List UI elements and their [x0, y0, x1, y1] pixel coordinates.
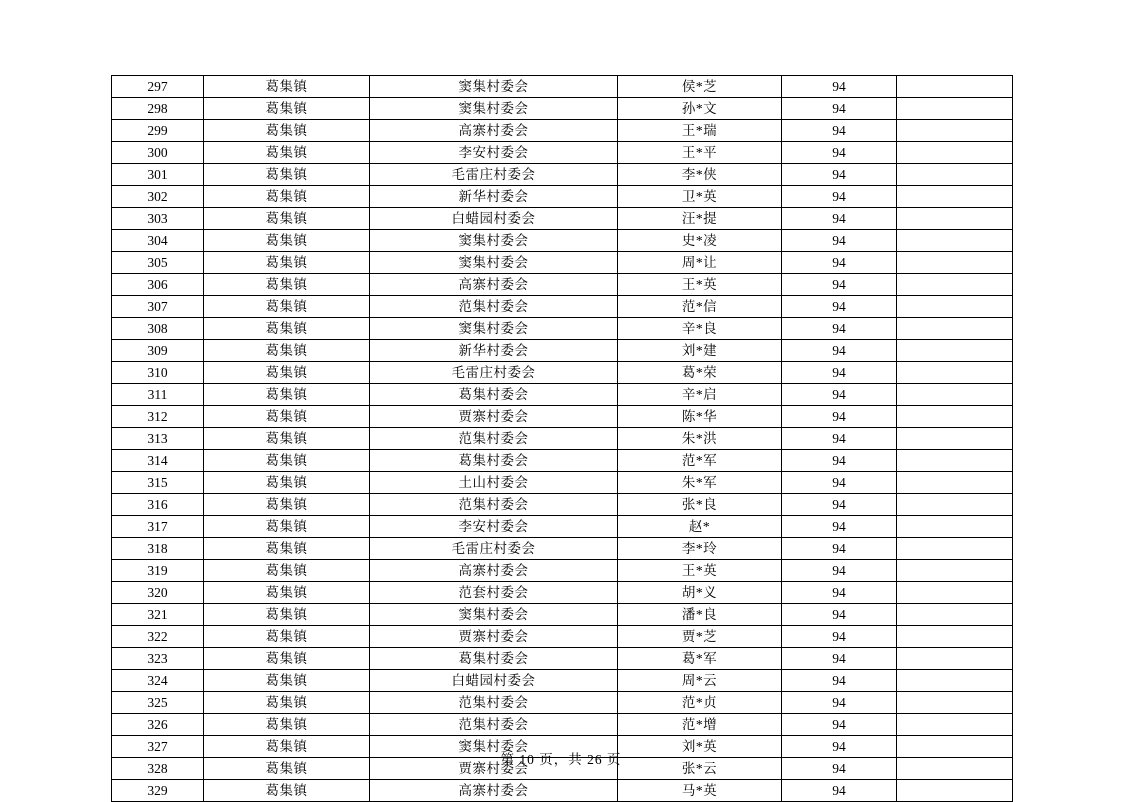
- cell-village: 贾寨村委会: [370, 626, 618, 648]
- cell-sequence: 302: [112, 186, 204, 208]
- cell-sequence: 325: [112, 692, 204, 714]
- cell-amount: 94: [782, 384, 897, 406]
- cell-name: 王*瑞: [618, 120, 782, 142]
- table-row: [112, 208, 1013, 230]
- cell-note: [897, 120, 1013, 142]
- cell-sequence: 313: [112, 428, 204, 450]
- cell-note: [897, 362, 1013, 384]
- cell-sequence: 299: [112, 120, 204, 142]
- cell-note: [897, 208, 1013, 230]
- cell-amount: 94: [782, 736, 897, 758]
- cell-sequence: 326: [112, 714, 204, 736]
- table-row: [112, 406, 1013, 428]
- table-row: [112, 76, 1013, 98]
- cell-sequence: 310: [112, 362, 204, 384]
- cell-amount: 94: [782, 626, 897, 648]
- table-row: [112, 560, 1013, 582]
- cell-village: 范集村委会: [370, 494, 618, 516]
- cell-name: 赵*: [618, 516, 782, 538]
- cell-amount: 94: [782, 98, 897, 120]
- cell-note: [897, 296, 1013, 318]
- cell-village: 范集村委会: [370, 714, 618, 736]
- cell-sequence: 322: [112, 626, 204, 648]
- data-table-container: [111, 75, 1012, 802]
- cell-township: 葛集镇: [204, 318, 370, 340]
- cell-amount: 94: [782, 516, 897, 538]
- cell-note: [897, 494, 1013, 516]
- cell-village: 窦集村委会: [370, 604, 618, 626]
- table-row: [112, 516, 1013, 538]
- cell-village: 高寨村委会: [370, 120, 618, 142]
- cell-note: [897, 670, 1013, 692]
- cell-name: 辛*启: [618, 384, 782, 406]
- table-row: [112, 714, 1013, 736]
- cell-township: 葛集镇: [204, 296, 370, 318]
- cell-amount: 94: [782, 648, 897, 670]
- cell-village: 毛雷庄村委会: [370, 164, 618, 186]
- cell-township: 葛集镇: [204, 230, 370, 252]
- cell-amount: 94: [782, 164, 897, 186]
- cell-township: 葛集镇: [204, 516, 370, 538]
- cell-amount: 94: [782, 714, 897, 736]
- cell-village: 范集村委会: [370, 692, 618, 714]
- cell-township: 葛集镇: [204, 340, 370, 362]
- cell-name: 张*云: [618, 758, 782, 780]
- table-row: [112, 296, 1013, 318]
- table-row: [112, 604, 1013, 626]
- cell-amount: 94: [782, 670, 897, 692]
- cell-village: 贾寨村委会: [370, 406, 618, 428]
- cell-village: 窦集村委会: [370, 76, 618, 98]
- cell-village: 葛集村委会: [370, 450, 618, 472]
- cell-township: 葛集镇: [204, 780, 370, 802]
- cell-sequence: 323: [112, 648, 204, 670]
- cell-name: 潘*良: [618, 604, 782, 626]
- table-row: [112, 120, 1013, 142]
- table-row: [112, 670, 1013, 692]
- cell-note: [897, 164, 1013, 186]
- cell-note: [897, 428, 1013, 450]
- cell-township: 葛集镇: [204, 670, 370, 692]
- cell-name: 周*云: [618, 670, 782, 692]
- cell-township: 葛集镇: [204, 120, 370, 142]
- cell-amount: 94: [782, 428, 897, 450]
- cell-name: 汪*提: [618, 208, 782, 230]
- cell-name: 辛*良: [618, 318, 782, 340]
- cell-township: 葛集镇: [204, 582, 370, 604]
- cell-township: 葛集镇: [204, 472, 370, 494]
- cell-township: 葛集镇: [204, 450, 370, 472]
- table-row: [112, 538, 1013, 560]
- cell-amount: 94: [782, 318, 897, 340]
- cell-village: 窦集村委会: [370, 252, 618, 274]
- cell-amount: 94: [782, 230, 897, 252]
- cell-sequence: 298: [112, 98, 204, 120]
- cell-amount: 94: [782, 450, 897, 472]
- cell-name: 朱*军: [618, 472, 782, 494]
- cell-note: [897, 604, 1013, 626]
- cell-sequence: 301: [112, 164, 204, 186]
- cell-township: 葛集镇: [204, 538, 370, 560]
- cell-village: 窦集村委会: [370, 98, 618, 120]
- cell-village: 范集村委会: [370, 296, 618, 318]
- cell-note: [897, 648, 1013, 670]
- cell-name: 胡*义: [618, 582, 782, 604]
- cell-township: 葛集镇: [204, 76, 370, 98]
- cell-township: 葛集镇: [204, 142, 370, 164]
- cell-note: [897, 692, 1013, 714]
- table-row: [112, 164, 1013, 186]
- cell-sequence: 315: [112, 472, 204, 494]
- cell-note: [897, 626, 1013, 648]
- cell-note: [897, 560, 1013, 582]
- cell-name: 刘*建: [618, 340, 782, 362]
- cell-name: 王*英: [618, 274, 782, 296]
- cell-note: [897, 142, 1013, 164]
- cell-sequence: 305: [112, 252, 204, 274]
- cell-amount: 94: [782, 692, 897, 714]
- cell-township: 葛集镇: [204, 494, 370, 516]
- cell-note: [897, 538, 1013, 560]
- cell-note: [897, 780, 1013, 802]
- cell-name: 贾*芝: [618, 626, 782, 648]
- cell-sequence: 316: [112, 494, 204, 516]
- cell-village: 窦集村委会: [370, 736, 618, 758]
- table-row: [112, 450, 1013, 472]
- cell-name: 范*信: [618, 296, 782, 318]
- cell-note: [897, 472, 1013, 494]
- cell-name: 葛*军: [618, 648, 782, 670]
- cell-note: [897, 252, 1013, 274]
- table-row: [112, 648, 1013, 670]
- cell-township: 葛集镇: [204, 714, 370, 736]
- page-number-text: 第 10 页，共 26 页: [500, 752, 622, 767]
- cell-township: 葛集镇: [204, 758, 370, 780]
- cell-sequence: 297: [112, 76, 204, 98]
- cell-name: 张*良: [618, 494, 782, 516]
- cell-amount: 94: [782, 538, 897, 560]
- cell-note: [897, 406, 1013, 428]
- cell-sequence: 314: [112, 450, 204, 472]
- table-body: [112, 76, 1013, 802]
- cell-note: [897, 516, 1013, 538]
- cell-sequence: 321: [112, 604, 204, 626]
- cell-village: 高寨村委会: [370, 274, 618, 296]
- cell-note: [897, 450, 1013, 472]
- table-row: [112, 186, 1013, 208]
- cell-amount: 94: [782, 406, 897, 428]
- cell-amount: 94: [782, 186, 897, 208]
- cell-township: 葛集镇: [204, 736, 370, 758]
- cell-amount: 94: [782, 362, 897, 384]
- cell-sequence: 306: [112, 274, 204, 296]
- cell-name: 范*贞: [618, 692, 782, 714]
- cell-note: [897, 98, 1013, 120]
- table-row: [112, 340, 1013, 362]
- cell-village: 葛集村委会: [370, 648, 618, 670]
- cell-name: 李*侠: [618, 164, 782, 186]
- cell-amount: 94: [782, 208, 897, 230]
- cell-name: 马*英: [618, 780, 782, 802]
- cell-note: [897, 186, 1013, 208]
- cell-name: 侯*芝: [618, 76, 782, 98]
- cell-sequence: 307: [112, 296, 204, 318]
- cell-village: 窦集村委会: [370, 230, 618, 252]
- cell-name: 朱*洪: [618, 428, 782, 450]
- cell-name: 王*平: [618, 142, 782, 164]
- cell-township: 葛集镇: [204, 384, 370, 406]
- cell-village: 高寨村委会: [370, 560, 618, 582]
- cell-sequence: 311: [112, 384, 204, 406]
- cell-note: [897, 318, 1013, 340]
- cell-township: 葛集镇: [204, 626, 370, 648]
- cell-name: 刘*英: [618, 736, 782, 758]
- cell-name: 李*玲: [618, 538, 782, 560]
- cell-village: 葛集村委会: [370, 384, 618, 406]
- cell-sequence: 327: [112, 736, 204, 758]
- table-row: [112, 362, 1013, 384]
- cell-sequence: 317: [112, 516, 204, 538]
- cell-township: 葛集镇: [204, 274, 370, 296]
- cell-amount: 94: [782, 472, 897, 494]
- cell-township: 葛集镇: [204, 164, 370, 186]
- cell-amount: 94: [782, 494, 897, 516]
- cell-sequence: 328: [112, 758, 204, 780]
- cell-name: 史*凌: [618, 230, 782, 252]
- cell-village: 新华村委会: [370, 186, 618, 208]
- cell-village: 李安村委会: [370, 516, 618, 538]
- cell-township: 葛集镇: [204, 560, 370, 582]
- cell-note: [897, 230, 1013, 252]
- cell-sequence: 308: [112, 318, 204, 340]
- table-row: [112, 230, 1013, 252]
- table-row: [112, 384, 1013, 406]
- cell-amount: 94: [782, 560, 897, 582]
- cell-name: 卫*英: [618, 186, 782, 208]
- cell-name: 陈*华: [618, 406, 782, 428]
- cell-village: 范集村委会: [370, 428, 618, 450]
- table-row: [112, 98, 1013, 120]
- table-row: [112, 428, 1013, 450]
- cell-village: 白蜡园村委会: [370, 670, 618, 692]
- cell-township: 葛集镇: [204, 208, 370, 230]
- cell-note: [897, 76, 1013, 98]
- cell-note: [897, 274, 1013, 296]
- cell-note: [897, 714, 1013, 736]
- table-row: [112, 318, 1013, 340]
- cell-name: 葛*荣: [618, 362, 782, 384]
- table-row: [112, 472, 1013, 494]
- cell-township: 葛集镇: [204, 604, 370, 626]
- cell-name: 周*让: [618, 252, 782, 274]
- table-row: [112, 142, 1013, 164]
- cell-amount: 94: [782, 604, 897, 626]
- cell-note: [897, 340, 1013, 362]
- cell-sequence: 303: [112, 208, 204, 230]
- cell-amount: 94: [782, 780, 897, 802]
- cell-sequence: 304: [112, 230, 204, 252]
- cell-amount: 94: [782, 142, 897, 164]
- cell-amount: 94: [782, 120, 897, 142]
- cell-amount: 94: [782, 252, 897, 274]
- cell-village: 土山村委会: [370, 472, 618, 494]
- cell-township: 葛集镇: [204, 428, 370, 450]
- cell-sequence: 324: [112, 670, 204, 692]
- cell-township: 葛集镇: [204, 252, 370, 274]
- table-row: [112, 494, 1013, 516]
- cell-sequence: 319: [112, 560, 204, 582]
- cell-village: 新华村委会: [370, 340, 618, 362]
- cell-amount: 94: [782, 758, 897, 780]
- cell-amount: 94: [782, 76, 897, 98]
- cell-township: 葛集镇: [204, 362, 370, 384]
- table-row: [112, 582, 1013, 604]
- page-footer: [0, 748, 1122, 768]
- table-row: [112, 692, 1013, 714]
- cell-township: 葛集镇: [204, 692, 370, 714]
- cell-note: [897, 582, 1013, 604]
- cell-note: [897, 384, 1013, 406]
- table-row: [112, 780, 1013, 802]
- table-row: [112, 274, 1013, 296]
- cell-amount: 94: [782, 296, 897, 318]
- cell-sequence: 300: [112, 142, 204, 164]
- cell-village: 高寨村委会: [370, 780, 618, 802]
- beneficiary-table: [111, 75, 1013, 802]
- cell-village: 李安村委会: [370, 142, 618, 164]
- cell-sequence: 318: [112, 538, 204, 560]
- cell-township: 葛集镇: [204, 186, 370, 208]
- cell-village: 范套村委会: [370, 582, 618, 604]
- table-row: [112, 626, 1013, 648]
- cell-township: 葛集镇: [204, 406, 370, 428]
- cell-village: 毛雷庄村委会: [370, 538, 618, 560]
- cell-township: 葛集镇: [204, 648, 370, 670]
- cell-village: 白蜡园村委会: [370, 208, 618, 230]
- cell-sequence: 329: [112, 780, 204, 802]
- cell-village: 贾寨村委会: [370, 758, 618, 780]
- cell-name: 范*增: [618, 714, 782, 736]
- cell-name: 孙*文: [618, 98, 782, 120]
- cell-sequence: 309: [112, 340, 204, 362]
- cell-village: 毛雷庄村委会: [370, 362, 618, 384]
- cell-sequence: 312: [112, 406, 204, 428]
- table-row: [112, 252, 1013, 274]
- cell-sequence: 320: [112, 582, 204, 604]
- cell-village: 窦集村委会: [370, 318, 618, 340]
- cell-amount: 94: [782, 340, 897, 362]
- cell-amount: 94: [782, 582, 897, 604]
- cell-amount: 94: [782, 274, 897, 296]
- cell-name: 王*英: [618, 560, 782, 582]
- cell-township: 葛集镇: [204, 98, 370, 120]
- cell-name: 范*军: [618, 450, 782, 472]
